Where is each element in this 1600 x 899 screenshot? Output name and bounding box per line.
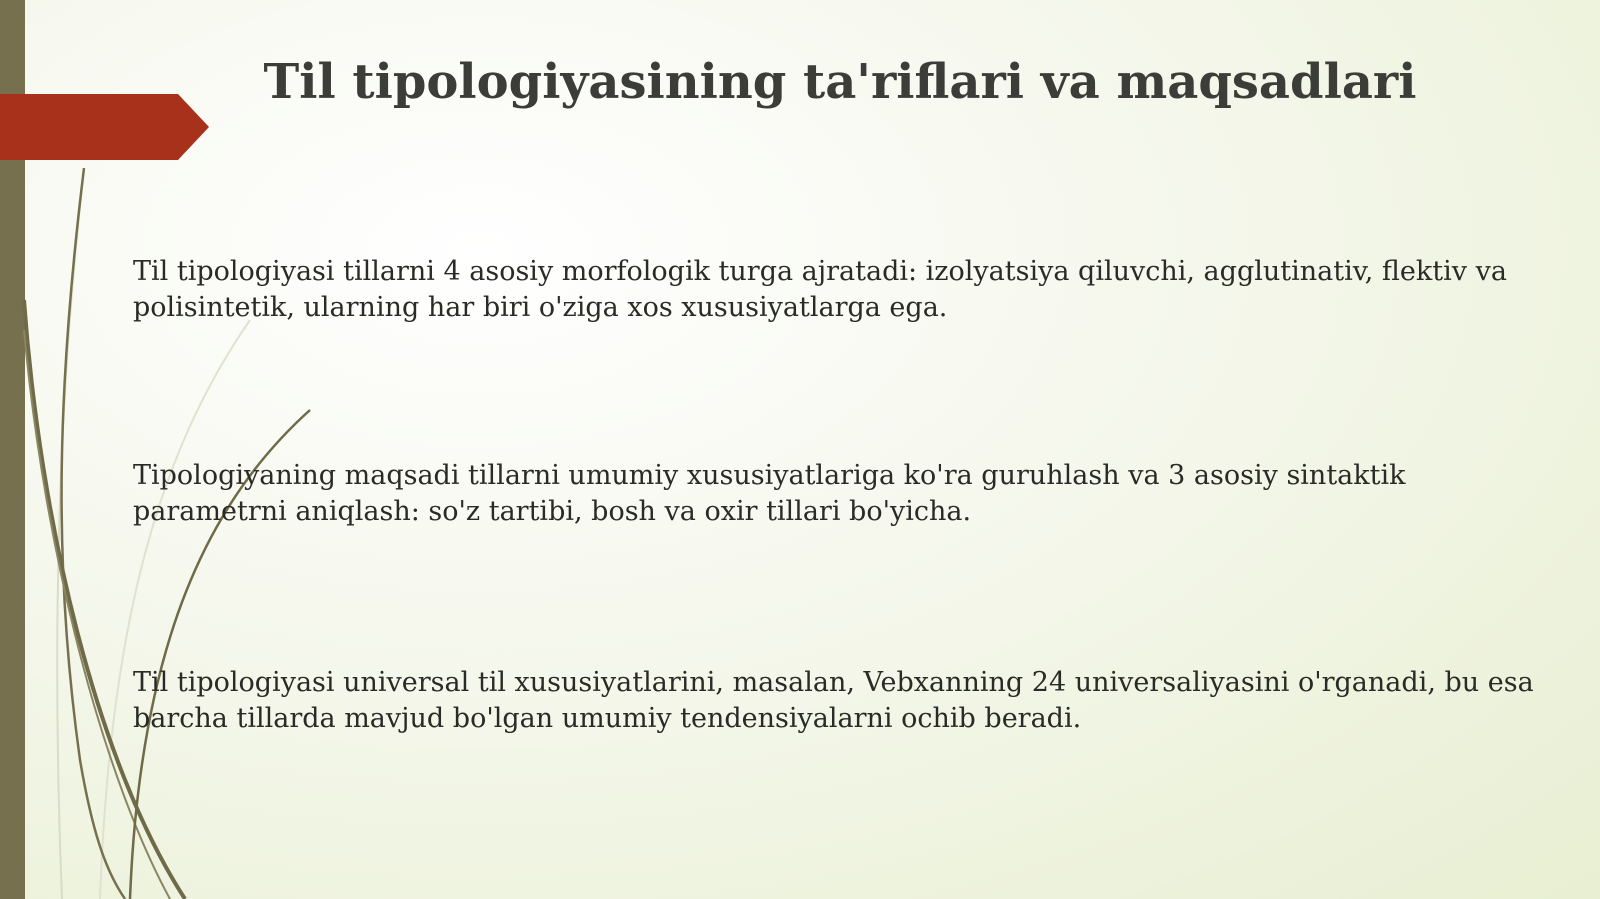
- paragraph-universals: Til tipologiyasi universal til xususiyatlarini, masalan, Vebxanning 24 universaliyasini o'rganadi, bu esa barcha tillarda mavjud bo'lgan umumiy tendensiyalarni ochib beradi.: [133, 667, 1534, 734]
- title-arrow-marker: [0, 94, 210, 160]
- paragraph-morphological-types: Til tipologiyasi tillarni 4 asosiy morfologik turga ajratadi: izolyatsiya qiluvchi, agglutinativ, flektiv va polisintetik, ularning har biri o'ziga xos xususiyatlarga ega.: [133, 256, 1507, 323]
- slide-title: Til tipologiyasining ta'riflari va maqsadlari: [263, 54, 1417, 110]
- paragraph-typology-goal: Tipologiyaning maqsadi tillarni umumiy xususiyatlariga ko'ra guruhlash va 3 asosiy sintaktik parametrni aniqlash: so'z tartibi, bosh va oxir tillari bo'yicha.: [133, 460, 1406, 527]
